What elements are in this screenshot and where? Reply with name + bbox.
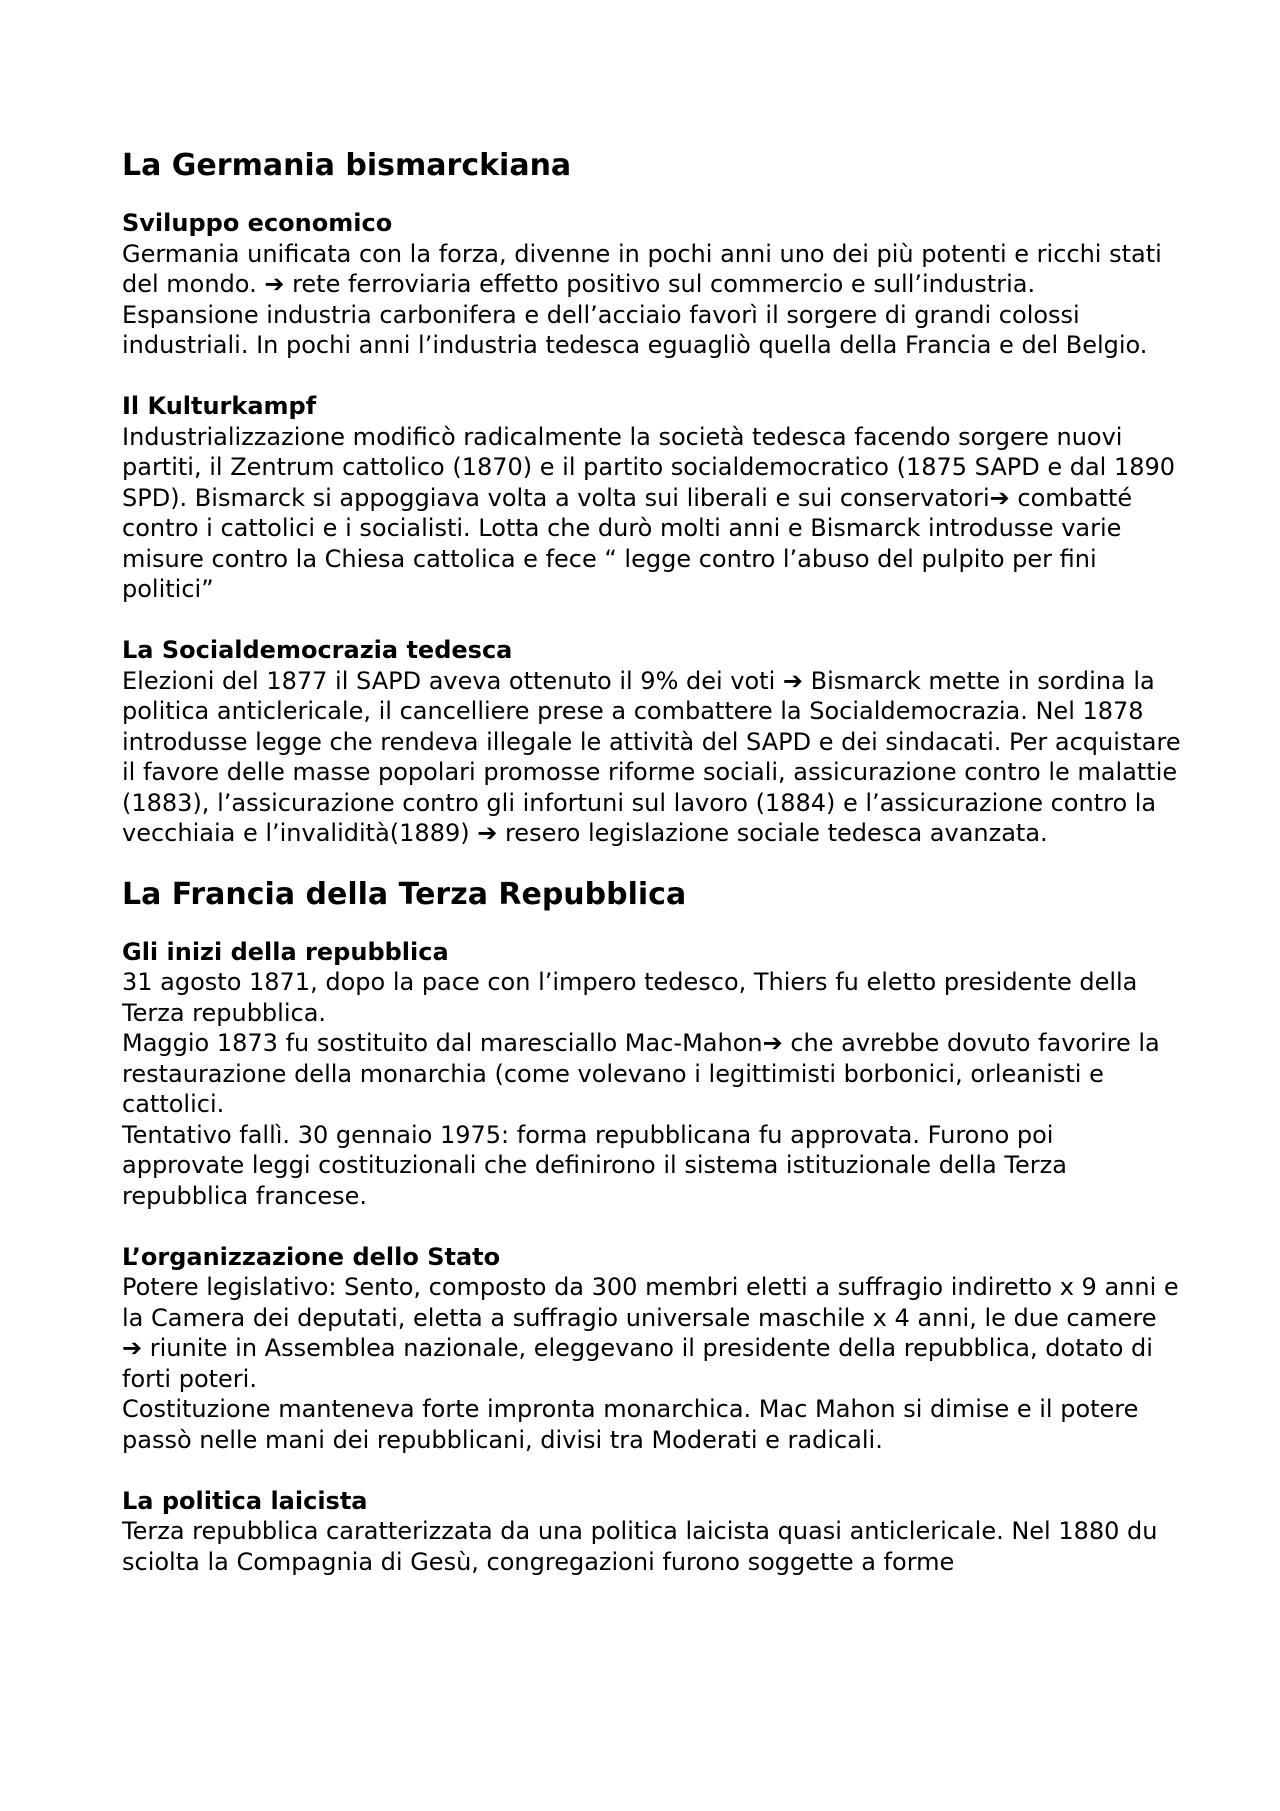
section-socialdemocrazia <box>122 635 1182 849</box>
paragraph: Potere legislativo: Sento, composto da 300 membri eletti a suffragio indiretto x 9 anni e la Camera dei deputati, eletta a suffragio universale maschile x 4 anni, le due camere ➔ riunite in Assemblea nazionale, eleggevano il presidente della repubblica, dotato di forti poteri. <box>122 1273 1179 1393</box>
section-inizi-repubblica <box>122 937 1182 1212</box>
chapter-title: La Germania bismarckiana <box>122 148 572 183</box>
section-kulturkampf <box>122 391 1182 605</box>
section-heading: La politica laicista <box>122 1486 368 1515</box>
section-sviluppo-economico <box>122 208 1182 361</box>
paragraph: 31 agosto 1871, dopo la pace con l’impero tedesco, Thiers fu eletto presidente della Terza repubblica. <box>122 968 1138 1027</box>
paragraph: Costituzione manteneva forte impronta monarchica. Mac Mahon si dimise e il potere passò nelle mani dei repubblicani, divisi tra Moderati e radicali. <box>122 1395 1139 1454</box>
document-page <box>122 146 1182 1577</box>
paragraph: Industrializzazione modificò radicalmente la società tedesca facendo sorgere nuovi partiti, il Zentrum cattolico (1870) e il partito socialdemocratico (1875 SAPD e dal 1890 SPD). Bismarck si appoggiava volta a volta sui liberali e sui conservatori➔ combatté contro i cattolici e i socialisti. Lotta che durò molti anni e Bismarck introdusse varie misure contro la Chiesa cattolica e fece “ legge contro l’abuso del pulpito per fini politici” <box>122 422 1176 603</box>
paragraph: Elezioni del 1877 il SAPD aveva ottenuto il 9% dei voti ➔ Bismarck mette in sordina la politica anticlericale, il cancelliere prese a combattere la Socialdemocrazia. Nel 1878 introdusse legge che rendeva illegale le attività del SAPD e dei sindacati. Per acquistare il favore delle masse popolari promosse riforme sociali, assicurazione contro le malattie (1883), l’assicurazione contro gli infortuni sul lavoro (1884) e l’assicurazione contro la vecchiaia e l’invalidità(1889) ➔ resero legislazione sociale tedesca avanzata. <box>122 666 1181 847</box>
section-heading: Gli inizi della repubblica <box>122 937 449 966</box>
chapter-title: La Francia della Terza Repubblica <box>122 876 687 912</box>
section-organizzazione-stato <box>122 1242 1182 1456</box>
paragraph: Germania unificata con la forza, divenne in pochi anni uno dei più potenti e ricchi stati del mondo. ➔ rete ferroviaria effetto positivo sul commercio e sull’industria. <box>122 239 1162 298</box>
section-heading: L’organizzazione dello Stato <box>122 1242 501 1271</box>
section-heading: Sviluppo economico <box>122 209 393 237</box>
paragraph: Tentativo fallì. 30 gennaio 1975: forma repubblicana fu approvata. Furono poi approvate leggi costituzionali che definirono il sistema istituzionale della Terza repubblica francese. <box>122 1120 1067 1210</box>
paragraph: Espansione industria carbonifera e dell’acciaio favorì il sorgere di grandi colossi industriali. In pochi anni l’industria tedesca eguagliò quella della Francia e del Belgio. <box>122 300 1148 359</box>
section-politica-laicista <box>122 1486 1182 1578</box>
section-heading: Il Kulturkampf <box>122 392 317 420</box>
section-heading: La Socialdemocrazia tedesca <box>122 636 513 664</box>
paragraph: Terza repubblica caratterizzata da una politica laicista quasi anticlericale. Nel 1880 du sciolta la Compagnia di Gesù, congregazioni furono soggette a forme <box>122 1517 1158 1576</box>
paragraph: Maggio 1873 fu sostituito dal maresciallo Mac-Mahon➔ che avrebbe dovuto favorire la restaurazione della monarchia (come volevano i legittimisti borbonici, orleanisti e cattolici. <box>122 1029 1160 1118</box>
